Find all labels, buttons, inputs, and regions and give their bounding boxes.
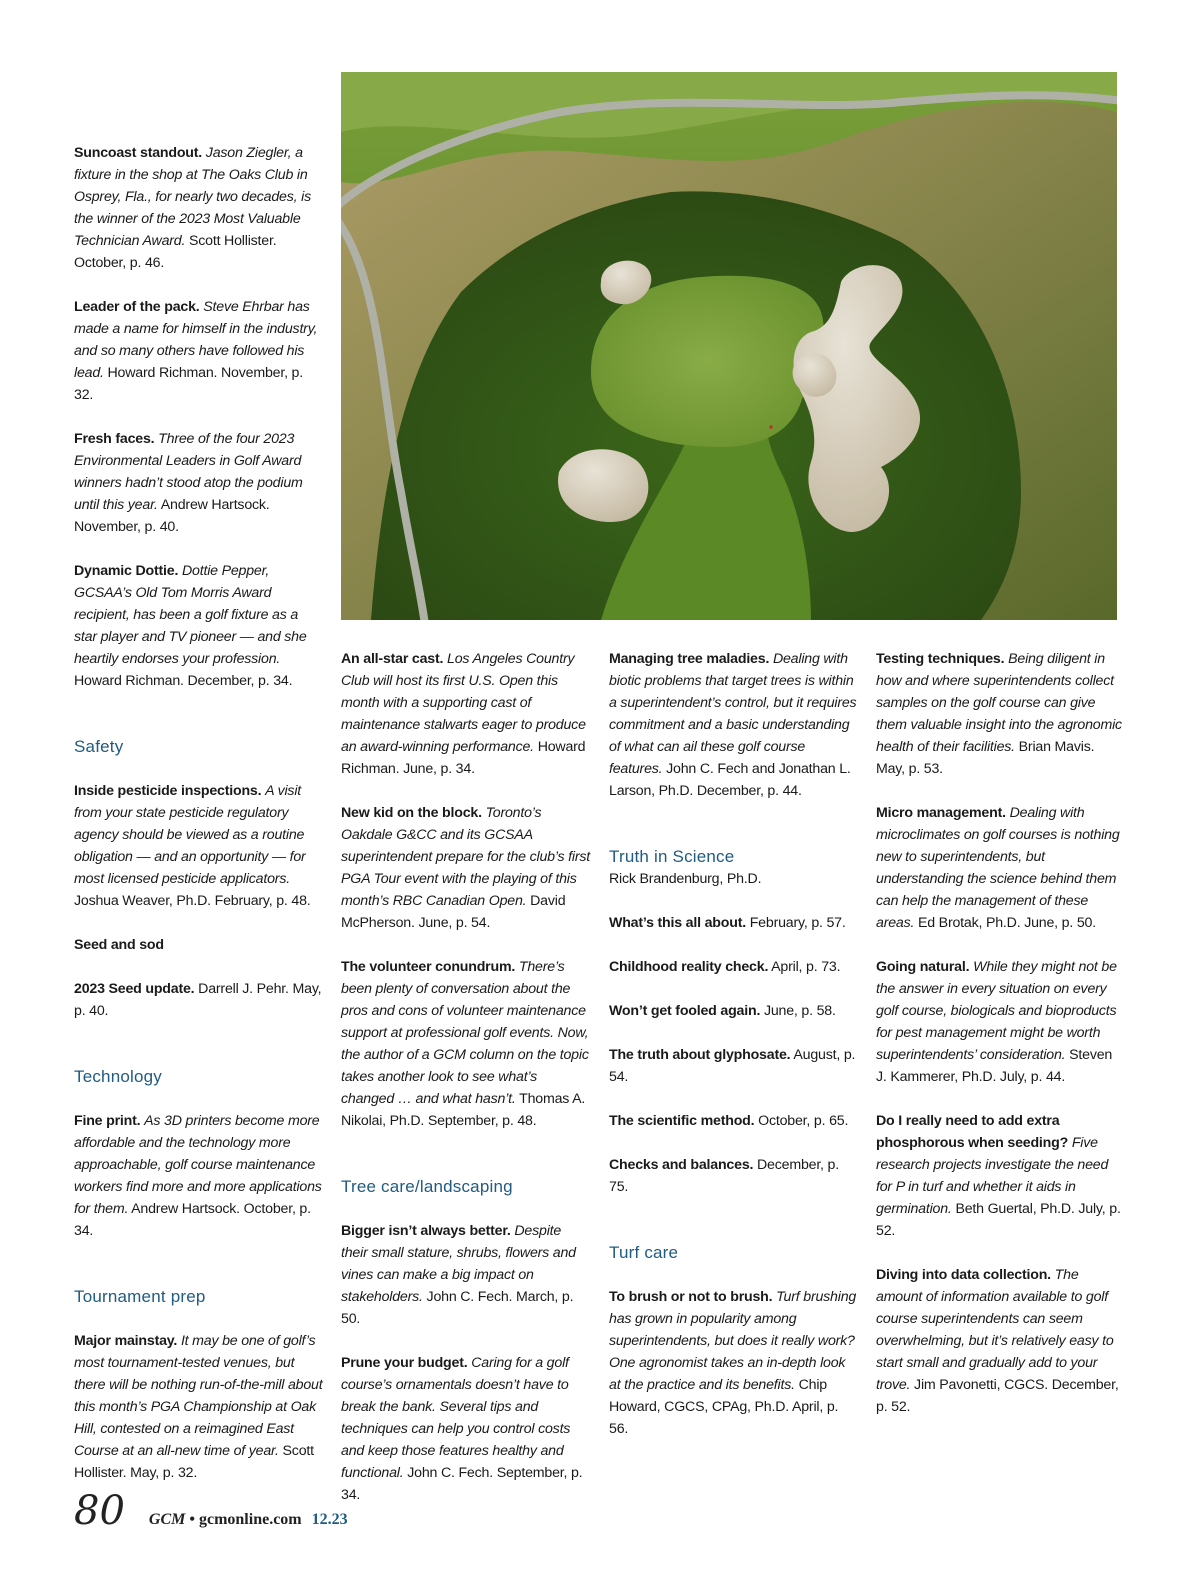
entry-title: Bigger isn’t always better. — [341, 1223, 511, 1239]
entry-description: Steve Ehrbar has made a name for himself in the industry, and so many others have followed his lead. — [74, 299, 318, 381]
issue-date: 12.23 — [311, 1511, 348, 1528]
entry-reference: Howard Richman. December, p. 34. — [74, 673, 293, 689]
entry-title: Won’t get fooled again. — [609, 1003, 761, 1019]
entry-title: Do I really need to add extra phosphorous when seeding? — [876, 1113, 1069, 1151]
entry-reference: December, p. 75. — [609, 1157, 839, 1195]
section-heading-technology: Technology — [74, 1067, 163, 1086]
footer-separator: • — [189, 1511, 195, 1528]
entry-title: An all-star cast. — [341, 651, 444, 667]
entry-title: Dynamic Dottie. — [74, 563, 179, 579]
column-2 — [341, 648, 591, 1528]
magazine-name: GCM — [148, 1511, 186, 1528]
entry-title: Childhood reality check. — [609, 959, 769, 975]
entry-reference: Brian Mavis. May, p. 53. — [876, 739, 1095, 777]
entry-reference: April, p. 73. — [771, 959, 841, 975]
entry-title: Major mainstay. — [74, 1333, 178, 1349]
entry-reference: David McPherson. June, p. 54. — [341, 893, 566, 931]
entry-title: The scientific method. — [609, 1113, 755, 1129]
entry-micro-management — [876, 802, 1126, 934]
entry-reference: Andrew Hartsock. November, p. 40. — [74, 497, 270, 535]
entry-title: The truth about glyphosate. — [609, 1047, 791, 1063]
entry-title: Suncoast standout. — [74, 145, 203, 161]
entry-reference: Jim Pavonetti, CGCS. December, p. 52. — [876, 1377, 1119, 1415]
section-heading-tree-care: Tree care/landscaping — [341, 1177, 513, 1196]
entry-description: While they might not be the answer in every situation on every golf course, biologicals and bioproducts for pest management might be worth superintendents’ consideration. — [876, 959, 1117, 1063]
entry-title: 2023 Seed update. — [74, 981, 195, 997]
entry-extra-phosphorous — [876, 1110, 1126, 1242]
page-number: 80 — [74, 1488, 125, 1534]
entry-reference: Chip Howard, CGCS, CPAg, Ph.D. April, p. 56. — [609, 1377, 839, 1437]
entry-reference: John C. Fech and Jonathan L. Larson, Ph.D. December, p. 44. — [609, 761, 851, 799]
entry-reference: Ed Brotak, Ph.D. June, p. 50. — [917, 915, 1096, 931]
entry-seed-and-sod — [74, 934, 324, 956]
entry-prune-your-budget — [341, 1352, 591, 1506]
entry-testing-techniques — [876, 648, 1126, 780]
entry-description: Dottie Pepper, GCSAA’s Old Tom Morris Award recipient, has been a golf fixture as a star player and TV pioneer — and she heartily endorses your profession. — [74, 563, 307, 667]
entry-going-natural — [876, 956, 1126, 1088]
entry-fine-print — [74, 1110, 324, 1242]
page-footer — [74, 1488, 348, 1558]
entry-title: Managing tree maladies. — [609, 651, 770, 667]
entry-description: Three of the four 2023 Environmental Leaders in Golf Award winners hadn’t stood atop the podium until this year. — [74, 431, 303, 513]
entry-title: Checks and balances. — [609, 1157, 754, 1173]
entry-whats-this-all-about — [609, 912, 859, 934]
entry-major-mainstay — [74, 1330, 324, 1484]
entry-description: Los Angeles Country Club will host its first U.S. Open this month with a supporting cast of maintenance stalwarts eager to produce an award-winning performance. — [341, 651, 586, 755]
entry-description: Dealing with biotic problems that target trees is within a superintendent’s control, but it requires commitment and a basic understanding of what can ail these golf course features. — [609, 651, 857, 777]
entry-to-brush-or-not-to-brush — [609, 1286, 859, 1440]
entry-leader-of-the-pack — [74, 296, 324, 406]
entry-managing-tree-maladies — [609, 648, 859, 802]
section-heading-safety: Safety — [74, 737, 124, 756]
entry-description: Caring for a golf course’s ornamentals doesn’t have to break the bank. Several tips and techniques can help you control costs and keep those features healthy and functional. — [341, 1355, 571, 1481]
entry-title: Inside pesticide inspections. — [74, 783, 262, 799]
entry-reference: John C. Fech. September, p. 34. — [341, 1465, 583, 1503]
entry-dynamic-dottie — [74, 560, 324, 692]
entry-reference: Andrew Hartsock. October, p. 34. — [74, 1201, 311, 1239]
column-1 — [74, 142, 324, 1506]
entry-title: Diving into data collection. — [876, 1267, 1051, 1283]
entry-title: Going natural. — [876, 959, 970, 975]
entry-reference: August, p. 54. — [609, 1047, 856, 1085]
entry-description: The amount of information available to golf course superintendents can seem overwhelming, but it’s relatively easy to start small and gradually add to your trove. — [876, 1267, 1114, 1393]
entry-description: Being diligent in how and where superintendents collect samples on the golf course can give them valuable insight into the agronomic health of their facilities. — [876, 651, 1122, 755]
entry-bigger-isnt-always-better — [341, 1220, 591, 1330]
entry-description: Turf brushing has grown in popularity among superintendents, but does it really work? One agronomist takes an in-depth look at the practice and its benefits. — [609, 1289, 857, 1393]
entry-reference: Steven J. Kammerer, Ph.D. July, p. 44. — [876, 1047, 1113, 1085]
entry-description: Dealing with microclimates on golf courses is nothing new to superintendents, but understanding the science behind them can help the management of these areas. — [876, 805, 1120, 931]
entry-description: A visit from your state pesticide regulatory agency should be viewed as a routine obligation — and an opportunity — for most licensed pesticide applicators. — [74, 783, 306, 887]
section-byline: Rick Brandenburg, Ph.D. — [609, 871, 762, 887]
entry-checks-and-balances — [609, 1154, 859, 1198]
entry-title: Fine print. — [74, 1113, 141, 1129]
entry-reference: Beth Guertal, Ph.D. July, p. 52. — [876, 1201, 1121, 1239]
entry-description: As 3D printers become more affordable and the technology more approachable, golf course maintenance workers find more and more applications for them. — [74, 1113, 322, 1217]
entry-reference: Joshua Weaver, Ph.D. February, p. 48. — [74, 893, 311, 909]
entry-reference: Thomas A. Nikolai, Ph.D. September, p. 48. — [341, 1091, 586, 1129]
entry-title: To brush or not to brush. — [609, 1289, 773, 1305]
entry-reference: John C. Fech. March, p. 50. — [341, 1289, 574, 1327]
entry-diving-into-data-collection — [876, 1264, 1126, 1418]
entry-the-truth-about-glyphosate — [609, 1044, 859, 1088]
entry-reference: Scott Hollister. May, p. 32. — [74, 1443, 314, 1481]
entry-title: New kid on the block. — [341, 805, 482, 821]
entry-title: Prune your budget. — [341, 1355, 468, 1371]
entry-2023-seed-update — [74, 978, 324, 1022]
section-heading-turf-care: Turf care — [609, 1243, 679, 1262]
entry-title: Testing techniques. — [876, 651, 1005, 667]
column-4 — [876, 648, 1126, 1440]
entry-suncoast-standout — [74, 142, 324, 274]
entry-title: Seed and sod — [74, 937, 164, 953]
entry-title: Fresh faces. — [74, 431, 155, 447]
entry-new-kid-on-the-block — [341, 802, 591, 934]
entry-reference: Scott Hollister. October, p. 46. — [74, 233, 277, 271]
aerial-golf-green-photo — [341, 72, 1117, 620]
entry-an-all-star-cast — [341, 648, 591, 780]
entry-wont-get-fooled-again — [609, 1000, 859, 1022]
entry-title: Micro management. — [876, 805, 1006, 821]
entry-description: It may be one of golf’s most tournament-tested venues, but there will be nothing run-of-the-mill about this month’s PGA Championship at Oak Hill, contested on a reimagined East Course at an all-new time of year. — [74, 1333, 323, 1459]
column-3 — [609, 648, 859, 1462]
entry-description: Despite their small stature, shrubs, flowers and vines can make a big impact on stakeholders. — [341, 1223, 576, 1305]
entry-title: What’s this all about. — [609, 915, 746, 931]
entry-reference: Howard Richman. June, p. 34. — [341, 739, 586, 777]
entry-description: There’s been plenty of conversation about the pros and cons of volunteer maintenance support at professional golf events. Now, the author of a GCM column on the topic takes another look to see what’s changed … and what hasn’t. — [341, 959, 589, 1107]
section-heading-truth-in-science: Truth in Science — [609, 847, 735, 866]
entry-childhood-reality-check — [609, 956, 859, 978]
section-heading-tournament-prep: Tournament prep — [74, 1287, 206, 1306]
entry-title: Leader of the pack. — [74, 299, 200, 315]
entry-description: Toronto’s Oakdale G&CC and its GCSAA superintendent prepare for the club’s first PGA Tour event with the playing of this month’s RBC Canadian Open. — [341, 805, 591, 909]
entry-reference: June, p. 58. — [763, 1003, 836, 1019]
entry-reference: Howard Richman. November, p. 32. — [74, 365, 303, 403]
magazine-site: gcmonline.com — [198, 1511, 302, 1528]
entry-reference: Darrell J. Pehr. May, p. 40. — [74, 981, 322, 1019]
entry-fresh-faces — [74, 428, 324, 538]
entry-inside-pesticide-inspections — [74, 780, 324, 912]
entry-description: Five research projects investigate the need for P in turf and whether it aids in germination. — [876, 1135, 1109, 1217]
entry-reference: October, p. 65. — [758, 1113, 849, 1129]
entry-the-volunteer-conundrum — [341, 956, 591, 1132]
magazine-credit — [149, 1511, 348, 1529]
entry-title: The volunteer conundrum. — [341, 959, 516, 975]
entry-description: Jason Ziegler, a fixture in the shop at The Oaks Club in Osprey, Fla., for nearly two decades, is the winner of the 2023 Most Valuable Technician Award. — [74, 145, 311, 249]
entry-the-scientific-method — [609, 1110, 859, 1132]
entry-reference: February, p. 57. — [749, 915, 846, 931]
